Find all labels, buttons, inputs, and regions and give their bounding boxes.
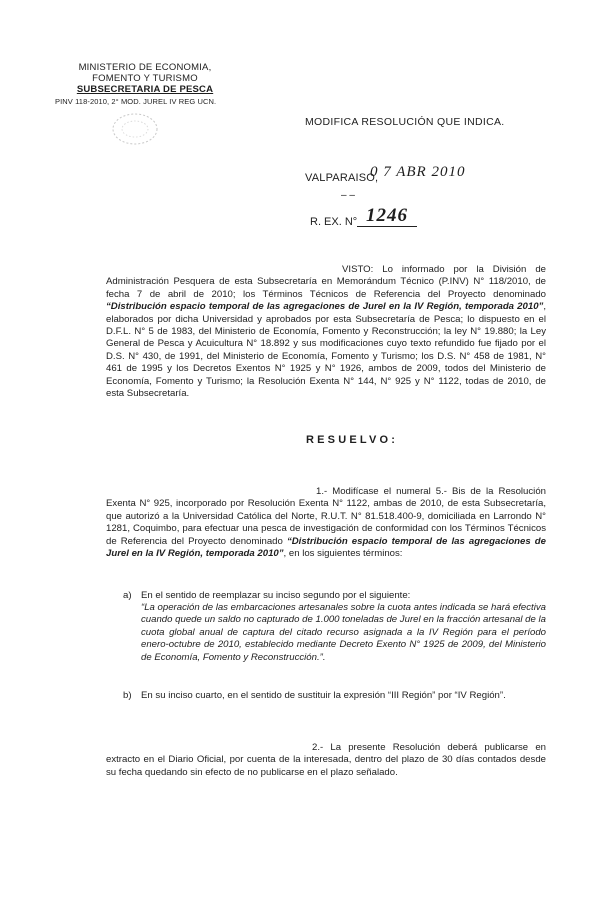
document-subject: MODIFICA RESOLUCIÓN QUE INDICA. xyxy=(305,116,505,128)
dash-mark: – – xyxy=(341,190,355,201)
place-label: VALPARAISO, xyxy=(305,172,379,184)
header-line-1: MINISTERIO DE ECONOMIA, xyxy=(78,62,212,73)
item-b-label: b) xyxy=(123,690,132,701)
item-a-label: a) xyxy=(123,590,132,601)
resolution-number: 1246 xyxy=(366,205,408,226)
article-1-text-2: , en los siguientes términos: xyxy=(283,548,403,560)
faded-stamp-seal xyxy=(110,110,160,148)
visto-paragraph xyxy=(106,264,546,400)
resolution-label: R. EX. N° xyxy=(310,216,358,228)
item-a-quote: “La operación de las embarcaciones artesanales sobre la cuota antes indicada se hará efectiva cuando quede un saldo no capturado de 1.000 toneladas de Jurel en la fracción artesanal de la cuota global anual de captura del citado recurso asignada a la IV Región para el período enero-octubre de 2010, establecido mediante Decreto Exento N° 1925 de 2009, del Ministerio de Economía, Fomento y Reconstrucción.”. xyxy=(141,602,546,663)
article-1-paragraph xyxy=(106,486,546,560)
visto-text-2: , elaborados por dicha Universidad y aprobados por esta Subsecretaría de Pesca; lo dispuesto en el D.F.L. N° 5 de 1983, del Ministerio de Economía, Fomento y Reconstrucción; la ley N° 19.880; la Ley General de Pesca y Acuicultura N° 18.892 y sus modificaciones cuyo texto refundido fue fijado por el D.S. N° 430, de 1991, del Ministerio de Economía, Fomento y Turismo; los D.S. N° 458 de 1981, N° 461 de 1995 y los Decretos Exentos N° 1925 y N° 1926, ambos de 2009, todos del Ministerio de Economía, Fomento y Turismo; la Resolución Exenta N° 144, N° 925 y N° 1122, todas de 2010, de esta Subsecretaría. xyxy=(106,301,546,400)
file-reference: PINV 118-2010, 2° MOD. JUREL IV REG UCN. xyxy=(55,97,217,106)
resuelvo-heading: RESUELVO: xyxy=(306,434,399,446)
item-a-text: En el sentido de reemplazar su inciso segundo por el siguiente: xyxy=(141,590,411,601)
visto-text-1: VISTO: Lo informado por la División de Administración Pesquera de esta Subsecretaría en Memorándum Técnico (P.INV) N° 118/2010, de fecha 7 de abril de 2010; los Términos Técnicos de Referencia del Proyecto denominado xyxy=(106,264,546,300)
article-2-paragraph: 2.- La presente Resolución deberá publicarse en extracto en el Diario Oficial, por cuenta de la interesada, dentro del plazo de 30 días contados desde su fecha quedando sin efecto de no publicarse en el plazo señalado. xyxy=(106,742,546,778)
article-1-text-1: 1.- Modifícase el numeral 5.- Bis de la Resolución Exenta N° 925, incorporado por Resolución Exenta N° 1122, ambas de 2010, de esta Subsecretaría, que autorizó a la Universidad Católica del Norte, R.U.T. N° 81.518.400-9, domiciliada en Larrondo N° 1281, Coquimbo, para efectuar una pesca de investigación de conformidad con los Términos Técnicos de Referencia del Proyecto denominado xyxy=(106,486,546,547)
stamped-date: 0 7 ABR 2010 xyxy=(370,164,466,180)
visto-project-title: “Distribución espacio temporal de las agregaciones de Jurel en la IV Región, temporada 2010” xyxy=(106,301,544,313)
header-line-3: SUBSECRETARIA DE PESCA xyxy=(76,84,214,95)
item-b-text: En su inciso cuarto, en el sentido de sustituir la expresión “III Región” por “IV Región”. xyxy=(141,690,506,701)
ministry-header xyxy=(55,62,235,95)
header-line-2: FOMENTO Y TURISMO xyxy=(92,73,198,84)
article-1-project-title: “Distribución espacio temporal de las agregaciones de Jurel en la IV Región, temporada 2010” xyxy=(106,535,546,560)
